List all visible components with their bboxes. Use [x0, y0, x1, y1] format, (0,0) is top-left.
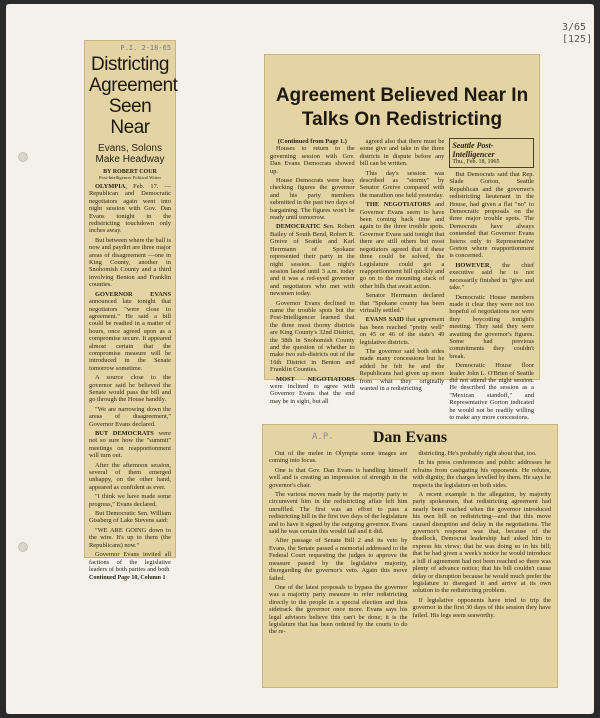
paragraph: The governor said both sides made many concessions but he added he felt he and the Republicans had given up more from what they originally wanted in a redistricting	[359, 347, 445, 392]
paragraph: But Democratic Sen. William Gissberg of Lake Stevens said:	[89, 510, 171, 525]
article-column	[269, 450, 408, 638]
paragraph: The various moves made by the majority party to circumvent him in the redistricting affair left him unruffled. The first was an effort to pass a redistricting bill in the first two days of the legislature and to have it signed by the outgoing governor. Evans said he was certain this would fail and it did.	[269, 491, 408, 536]
paragraph: Governor Evans declined to name the trouble spots but the Post-Intelligencer learned that the three most thorny districts are King County's 32nd District, the 38th in Snohomish County and the question of whether to make two sub-districts out of the 16th District in Benton and Franklin Counties.	[270, 299, 355, 374]
scrapbook-page	[6, 4, 594, 714]
paragraph: This day's session was described as "stormy" by Senator Greive compared with the marathon one held yesterday.	[359, 169, 445, 199]
paragraph: Out of the melee in Olympia some images are coming into focus.	[269, 450, 408, 465]
article-column	[360, 138, 445, 423]
continued-note: (Continued from Page 1.)	[277, 138, 347, 145]
article-column	[270, 138, 355, 423]
paragraph: "WE ARE GOING down to the wire. It's up to them (the Republicans) now."	[89, 526, 171, 549]
paragraph: But between where the ball is now and paydirt are three major areas of disagreement —one in King County, another in Snohomish County and a third involving Benton and Franklin counties.	[89, 236, 171, 289]
article-body	[269, 450, 408, 636]
binder-hole	[18, 542, 28, 552]
paragraph: A source close to the governor said he believed the Senate would pass the bill and go through the House handily.	[89, 374, 171, 404]
pencil-annotation: P.I. 2-18-65	[120, 44, 171, 52]
paragraph: House Democrats were busy checking figures the governor and his party members submitted in the past two days of bargaining. The figures won't be ready until tomorrow.	[270, 177, 355, 222]
article-column	[449, 138, 534, 423]
headline: Districting Agreement Seen Near	[89, 54, 178, 138]
paragraph: DEMOCRATIC Sen. Robert Bailey of South Bend, Robert R. Greive of Seattle and Karl Herrmann of Spokane represented their party in the night session. Last night's session lasted until 3 a.m. today and it was a red-eyed governor and negotiators who met with newsmen today.	[270, 223, 355, 298]
article-body	[360, 138, 445, 392]
masthead-name: Seattle Post-Intelligencer	[452, 141, 495, 159]
clipping-dan-evans-editorial	[262, 424, 558, 688]
headline: Agreement Believed Near In Talks On Redistricting	[275, 85, 529, 130]
byline: BY ROBERT COUR	[103, 169, 157, 175]
subheadline: Evans, Solons Make Headway	[95, 143, 165, 165]
paragraph: After the afternoon session, several of them emerged unhappy, on the other hand, appeared as confident as ever.	[89, 461, 171, 491]
article-columns	[269, 450, 551, 638]
paragraph: In his press conferences and public addresses he refrains from castigating his opponents. He refutes, with dignity, the charges levelled by them. He says he respects the legislators on both sides.	[412, 459, 551, 489]
paragraph: agreed also that there must be some give and take in the three districts in dispute before any bill can be written.	[359, 138, 445, 168]
paragraph: Senator Herrmann declared that "Spokane county has been virtually settled."	[359, 292, 445, 314]
article-body	[270, 145, 355, 405]
paragraph: Houses to return to the governing session with Gov. Dan Evans Democrats showed up.	[270, 145, 355, 175]
pencil-annotation: A.P.	[312, 432, 334, 442]
paragraph: One of the latest proposals to bypass the governor was a majority party measure to refer redistricting directly to the people in a special election and thus sidetrack the governor once more. Evans says his legal advisors believe this can't be done; it is the legislature that has been ordered by the courts to do the re-	[269, 583, 408, 636]
paragraph: BUT DEMOCRATS were not so sure how the "summit" meetings on reapportionment will turn out.	[89, 430, 171, 460]
clipping-agreement-believed-near	[264, 54, 540, 421]
paragraph: THE NEGOTIATORS and Governor Evans seem to have been coming back time and again to the three trouble spots. Governor Evans said tonight that there are still others but most negotiators agreed that if these three could be solved, the Legislature could get a reapportionment bill quickly and go on to the mounting stack of other bills that await action.	[359, 201, 445, 290]
paragraph: "I think we have made some progress," Evans declared.	[89, 493, 171, 508]
paragraph: districting. He's probably right about that, too.	[418, 450, 537, 457]
headline: Dan Evans	[372, 429, 448, 446]
paragraph: HOWEVER, the chief executive said he is not necessarily finished in "give and take."	[449, 261, 535, 292]
paragraph: OLYMPIA, Feb. 17. —Republican and Democratic negotiators again went into night session with Gov. Dan Evans tonight in the redistricting touchdown only inches away.	[89, 183, 171, 235]
paragraph: EVANS SAID that agreement has been reached "pretty well" on 45 or 46 of the state's 49 legislative districts.	[359, 316, 445, 346]
article-columns	[270, 138, 534, 423]
paragraph: Governor Evans invited all factions of the legislative leaders of both parties and both	[89, 551, 171, 573]
article-body	[89, 183, 171, 573]
clipping-districting-agreement	[84, 40, 178, 582]
article-body	[413, 450, 552, 619]
paragraph: MOST NEGOTIATORS were inclined to agree with Governor Evans that the end may be in sight, but all	[270, 375, 355, 405]
masthead-stamp	[449, 138, 534, 168]
continuation-line: Continued Page 10, Column 1	[89, 575, 166, 582]
paragraph: Democratic House members made it clear they were not too hopeful of negotiations nor were they boycotting tonight's meeting. They said they were awaiting the governor's figures. Some had previous commitments they couldn't break.	[449, 293, 535, 360]
binder-hole	[18, 152, 28, 162]
paragraph: If legislative opponents have tried to trip the governor in the first 30 days of this session they have failed. His legs seem seaworthy.	[412, 596, 551, 619]
paragraph: "We are narrowing down the areas of disagreement," Governor Evans declared.	[89, 405, 171, 428]
paragraph: But Democrats said that Rep. Slade Gorton, Seattle Republican and the governor's redistricting lieutenant in the House, had given a flat "no" to Democratic proposals on the three major trouble spots. The Democrats have always contended that Governor Evans listens only to Representative Gorton where reapportionment is concerned.	[449, 171, 535, 260]
paragraph: Democratic House floor leader John L. O'Brien of Seattle did not attend the night session. He described the session as a "Mexican standoff," and Representative Gorton indicated he would not be readily willing to make any more concessions.	[449, 362, 535, 421]
masthead-date: Thu., Feb. 18, 1965	[452, 159, 500, 165]
page-number: 3/65 [125]	[562, 22, 593, 45]
byline-credit: Post-Intelligencer Political Writer	[99, 175, 161, 180]
article-column	[413, 450, 552, 638]
paragraph: GOVERNOR EVANS announced late tonight that negotiators "were close to agreement." He said a bill could be readied in a matter of hours, once agreed upon as a compromise secure. It appeared almost certain that the compromise measure will be introduced in the Senate tomorrow sometime.	[89, 290, 171, 372]
paragraph: A recent example is the allegation, by majority party spokesmen, that redistricting agreement had nearly been reached when the governor introduced his own bill on redistricting—and that this move caused disruption and delay in the negotiations. The governor's response was that, because of the deadlock, Democrat leadership had asked him to express his views; that he was doing so in his bill; that he had given a week's notice he would introduce a bill if agreement had not been reached so there was plenty of advance notice; that his bill couldn't cause delay or disruption because he would much prefer the legislature to disregard it and arrive at its own solution to the redistricting problem.	[412, 491, 551, 595]
article-body	[449, 171, 534, 421]
paragraph: One is that Gov. Dan Evans is handling himself well and is creating an impression of strength in the governor's chair.	[269, 466, 408, 489]
paragraph: After passage of Senate Bill 2 and its veto by Evans, the Senate passed a memorial addressed to the Federal Court requesting the judges to approve the measure passed by the legislative majority, disregarding the governor's veto. Again this move failed.	[269, 537, 408, 582]
